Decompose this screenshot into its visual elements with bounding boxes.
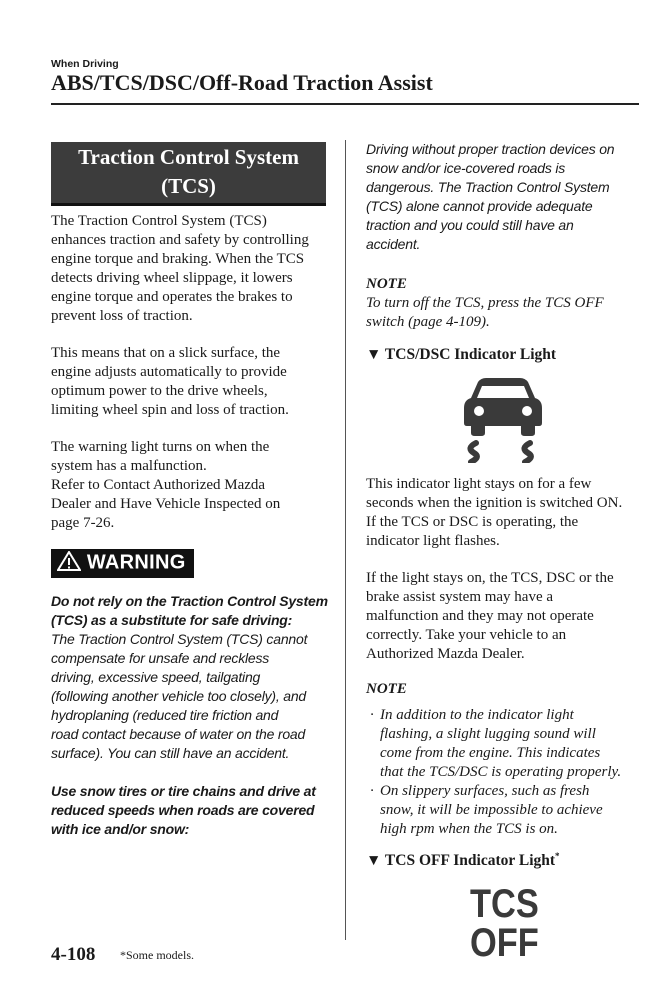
line: Dealer and Have Vehicle Inspected on xyxy=(51,496,281,512)
heading-rule xyxy=(51,103,639,105)
tcs-off-symbol xyxy=(470,882,615,966)
line: dangerous. The Traction Control System xyxy=(366,179,610,195)
warning-light-paragraph xyxy=(51,438,331,533)
line: This indicator light stays on for a few xyxy=(366,476,592,492)
warning-triangle-icon xyxy=(57,552,87,574)
line: engine adjusts automatically to provide xyxy=(51,364,287,380)
line: In addition to the indicator light xyxy=(380,707,574,723)
left-column xyxy=(51,142,331,839)
line: (following another vehicle too closely), and xyxy=(51,688,307,704)
page-title: ABS/TCS/DSC/Off-Road Traction Assist xyxy=(51,70,433,95)
indicator1-paragraph2 xyxy=(366,569,639,664)
line: compensate for unsafe and reckless xyxy=(51,650,270,666)
line: Do not rely on the Traction Control System xyxy=(51,593,328,609)
note1-heading: NOTE xyxy=(366,276,407,292)
warning1-heading xyxy=(51,592,331,630)
note2-heading: NOTE xyxy=(366,681,407,697)
slick-surface-paragraph xyxy=(51,344,331,420)
line: (TCS) as a substitute for safe driving: xyxy=(51,612,293,628)
page-number: 4-108 xyxy=(51,944,96,965)
line: Use snow tires or tire chains and drive at xyxy=(51,783,316,799)
tcs-dsc-indicator-heading: ▼ TCS/DSC Indicator Light xyxy=(366,346,557,363)
line: If the light stays on, the TCS, DSC or the xyxy=(366,570,614,586)
line: traction and you could still have an xyxy=(366,217,574,233)
line: If the TCS or DSC is operating, the xyxy=(366,514,579,530)
tcs-title-box xyxy=(51,142,326,206)
tcs-off-heading-text: ▼ TCS OFF Indicator Light xyxy=(366,852,556,870)
line: enhances traction and safety by controlling xyxy=(51,232,309,248)
line: optimum power to the drive wheels, xyxy=(51,383,268,399)
line: driving, excessive speed, tailgating xyxy=(51,669,261,685)
line: The Traction Control System (TCS) cannot xyxy=(51,631,308,647)
line: prevent loss of traction. xyxy=(51,308,193,324)
line: Driving without proper traction devices on xyxy=(366,141,615,157)
note2-list xyxy=(366,706,639,839)
line: snow and/or ice-covered roads is xyxy=(366,160,566,176)
warning-label: WARNING xyxy=(86,551,186,574)
line: snow, it will be impossible to achieve xyxy=(380,802,603,818)
tcs-off-symbol-line2: OFF xyxy=(470,921,539,966)
list-item xyxy=(366,706,639,782)
line: On slippery surfaces, such as fresh xyxy=(380,783,590,799)
line: engine torque and braking. When the TCS xyxy=(51,251,305,267)
line: reduced speeds when roads are covered xyxy=(51,802,315,818)
right-column xyxy=(366,140,639,966)
line: road contact because of water on the road xyxy=(51,726,306,742)
column-divider xyxy=(345,140,346,940)
intro-paragraph xyxy=(51,212,331,326)
line: malfunction and they may not operate xyxy=(366,608,594,624)
line: The warning light turns on when the xyxy=(51,439,270,455)
line: Authorized Mazda Dealer. xyxy=(366,646,525,662)
line: detects driving wheel slippage, it lowers xyxy=(51,270,293,286)
line: that the TCS/DSC is operating properly. xyxy=(380,764,622,780)
line: seconds when the ignition is switched ON. xyxy=(366,495,623,511)
line: This means that on a slick surface, the xyxy=(51,345,281,361)
warning2-heading xyxy=(51,782,331,839)
line: flashing, a slight lugging sound will xyxy=(380,726,596,742)
line: hydroplaning (reduced tire friction and xyxy=(51,707,279,723)
line: high rpm when the TCS is on. xyxy=(380,821,558,837)
warning2-text xyxy=(366,140,639,254)
note1-text xyxy=(366,294,639,332)
line: The Traction Control System (TCS) xyxy=(51,213,267,229)
footnote: *Some models. xyxy=(120,948,194,962)
line: engine torque and operates the brakes to xyxy=(51,289,293,305)
line: switch (page 4-109). xyxy=(366,314,490,330)
list-item xyxy=(366,782,639,839)
tcs-off-indicator-heading xyxy=(366,851,639,870)
line: accident. xyxy=(366,236,421,252)
warning1-text xyxy=(51,630,331,763)
section-label: When Driving xyxy=(51,58,119,70)
line: with ice and/or snow: xyxy=(51,821,190,837)
line: Refer to Contact Authorized Mazda xyxy=(51,477,266,493)
line: come from the engine. This indicates xyxy=(380,745,601,761)
indicator1-paragraph1 xyxy=(366,475,639,551)
tcs-off-symbol-line1: TCS xyxy=(470,882,539,927)
line: (TCS) alone cannot provide adequate xyxy=(366,198,593,214)
line: brake assist system may have a xyxy=(366,589,554,605)
line: To turn off the TCS, press the TCS OFF xyxy=(366,295,604,311)
line: page 7-26. xyxy=(51,515,115,531)
line: limiting wheel spin and loss of traction. xyxy=(51,402,289,418)
line: system has a malfunction. xyxy=(51,458,207,474)
tcs-title-line2: (TCS) xyxy=(161,174,216,198)
line: surface). You can still have an accident. xyxy=(51,745,290,761)
bullet-dot: · xyxy=(370,783,374,799)
warning-banner xyxy=(51,549,194,578)
skidding-car-icon xyxy=(462,377,544,463)
line: correctly. Take your vehicle to an xyxy=(366,627,567,643)
bullet-dot: · xyxy=(370,707,374,723)
line: indicator light flashes. xyxy=(366,533,500,549)
tcs-title-line1: Traction Control System xyxy=(78,145,299,169)
footnote-asterisk: * xyxy=(555,851,560,861)
